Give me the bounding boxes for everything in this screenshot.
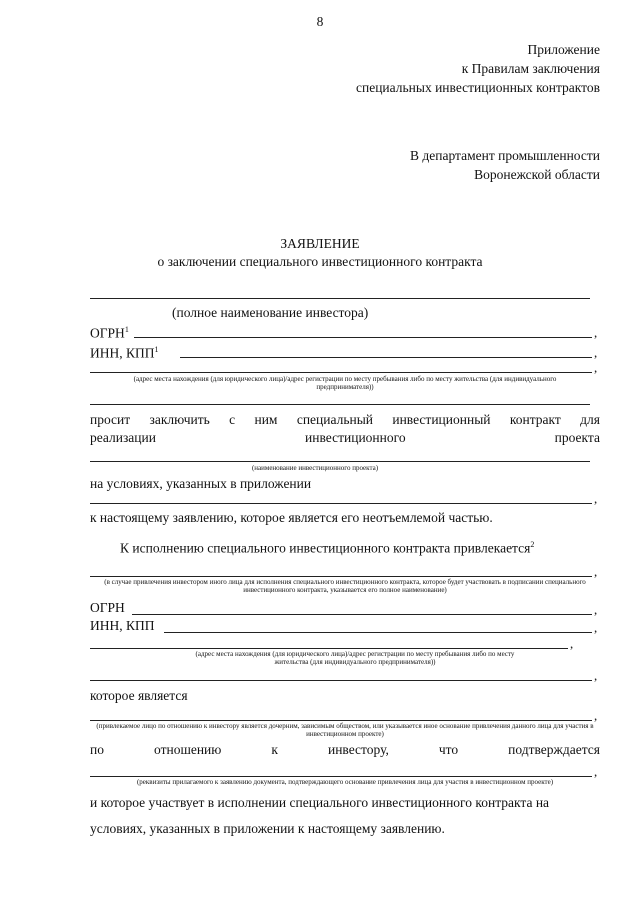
- investor-address-caption: (адрес места нахождения (для юридического лица)/адрес регистрации по месту пребывания либо по месту жительства (для индивидуального предпринимателя)): [133, 375, 557, 391]
- comma: ,: [570, 636, 574, 651]
- attracted-inn-kpp-line: [164, 632, 592, 633]
- participates-text: и которое участвует в исполнении специального инвестиционного контракта на: [90, 795, 550, 810]
- inn-kpp-line: [180, 357, 592, 358]
- relation-text: по отношению к инвестору, что подтверждается: [90, 742, 600, 757]
- comma: ,: [594, 602, 598, 617]
- attracted-inn-kpp-label: ИНН, КПП: [90, 618, 155, 633]
- ogrn-label: ОГРН$^1$: [90, 325, 129, 341]
- header-line-3: специальных инвестиционных контрактов: [356, 80, 600, 95]
- document-title: ЗАЯВЛЕНИЕ: [280, 236, 360, 251]
- comma: ,: [594, 360, 598, 375]
- addressee-line-2: Воронежской области: [474, 167, 600, 182]
- request-line-1: просит заключить с ним специальный инвестиционный контракт для: [90, 412, 600, 427]
- inn-kpp-label: ИНН, КПП$^1$: [90, 345, 159, 361]
- comma: ,: [594, 325, 598, 340]
- attracted-ogrn-label: ОГРН: [90, 600, 125, 615]
- ogrn-line: [134, 337, 592, 338]
- conditions-text: на условиях, указанных в приложении: [90, 476, 312, 491]
- comma: ,: [594, 564, 598, 579]
- attracted-name-caption: (в случае привлечения инвестором иного лица для исполнения специального инвестиционного контракта, которое будет участвовать в подписании специального инвестиционного контракта, указывается его полное наименование): [104, 578, 586, 594]
- attracted-heading: К исполнению специального инвестиционного контракта привлекается$^2$: [120, 540, 535, 556]
- comma: ,: [594, 668, 598, 683]
- which-is-text: которое является: [90, 688, 188, 703]
- attracted-address-line: [90, 648, 568, 649]
- project-name-caption: (наименование инвестиционного проекта): [251, 464, 379, 472]
- attracted-ogrn-line: [132, 614, 592, 615]
- investor-name-caption: (полное наименование инвестора): [172, 305, 369, 320]
- addressee-line-1: В департамент промышленности: [410, 148, 600, 163]
- header-line-2: к Правилам заключения: [461, 61, 600, 76]
- request-line-2: реализации инвестиционного проекта: [90, 430, 600, 445]
- comma: ,: [594, 764, 598, 779]
- final-conditions-text: условиях, указанных в приложении к настоящему заявлению.: [90, 821, 445, 836]
- document-subtitle: о заключении специального инвестиционного контракта: [157, 254, 483, 269]
- investor-address-line-2: [90, 404, 590, 405]
- integral-text: к настоящему заявлению, которое является его неотъемлемой частью.: [90, 510, 493, 525]
- header-line-1: Приложение: [527, 42, 600, 57]
- comma: ,: [594, 491, 598, 506]
- conditions-line: [90, 503, 592, 504]
- document-details-line: [90, 776, 592, 777]
- comma: ,: [594, 345, 598, 360]
- investor-name-line: [90, 298, 590, 299]
- document-details-caption: (реквизиты прилагаемого к заявлению документа, подтверждающего основание привлечения лица для участия в инвестиционном проекте): [136, 778, 554, 786]
- attracted-address-line-2: [90, 680, 592, 681]
- comma: ,: [594, 620, 598, 635]
- attracted-name-line: [90, 576, 592, 577]
- attracted-address-caption: (адрес места нахождения (для юридического лица)/адрес регистрации по месту пребывания либо по месту жительства (для индивидуального предпринимателя)): [195, 650, 515, 666]
- project-name-line: [90, 461, 590, 462]
- investor-address-line: [90, 372, 592, 373]
- relation-caption: (привлекаемое лицо по отношению к инвестору является дочерним, зависимым обществом, или указывается иное основание привлечения данного лица для участия в инвестиционном проекте): [96, 722, 594, 738]
- page-number: 8: [316, 14, 324, 29]
- comma: ,: [594, 708, 598, 723]
- relation-line: [90, 720, 592, 721]
